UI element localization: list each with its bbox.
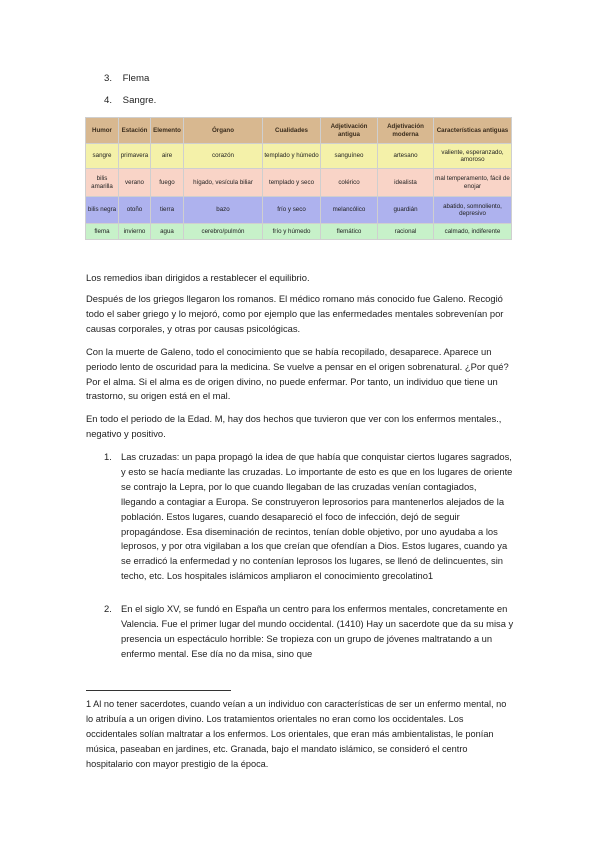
table-cell: idealista: [378, 169, 434, 197]
table-cell: bazo: [184, 197, 263, 224]
table-header-row: [86, 118, 512, 144]
paragraph: Los remedios iban dirigidos a restablecer el equilibrio.: [86, 272, 310, 283]
table-header-cell: Órgano: [184, 118, 263, 144]
table-cell: bilis negra: [86, 197, 119, 224]
list-number: 4.: [104, 95, 113, 106]
table-header-cell: Estación: [119, 118, 151, 144]
paragraph: Con la muerte de Galeno, todo el conocimiento que se había recopilado, desaparece. Aparece un periodo lento de oscuridad para la medicina. Se vuelve a pensar en el origen sobrenatural. ¿Por qué? Por el alma. Si el alma es de origen divino, no puede enfermar. Por tanto, un individuo que tiene un trastorno, su origen está en el mal.: [86, 346, 509, 402]
table-cell: primavera: [119, 144, 151, 169]
table-cell: templado y húmedo: [263, 144, 321, 169]
table-cell: cerebro/pulmón: [184, 224, 263, 240]
table-cell: calmado, indiferente: [434, 224, 512, 240]
table-cell: sangre: [86, 144, 119, 169]
table-cell: artesano: [378, 144, 434, 169]
table-cell: valiente, esperanzado, amoroso: [434, 144, 512, 169]
table-cell: hígado, vesícula biliar: [184, 169, 263, 197]
list-text: Flema: [122, 73, 150, 84]
list-text: En el siglo XV, se fundó en España un centro para los enfermos mentales, concretamente en Valencia. Fue el primer lugar del mundo occidental. (1410) Hay un sacerdote que da su misa y presencia un espectáculo horrible: Se tropieza con un grupo de jóvenes maltratando a un enfermo mental. Ese día no da misa, sino que: [121, 603, 514, 659]
list-item-sangre: [104, 95, 156, 106]
table-row: [86, 169, 512, 197]
table-cell: sanguíneo: [321, 144, 378, 169]
table-row: [86, 144, 512, 169]
table-cell: aire: [151, 144, 184, 169]
table-cell: flema: [86, 224, 119, 240]
table-cell: fuego: [151, 169, 184, 197]
table-cell: flemático: [321, 224, 378, 240]
table-header-cell: Adjetivación moderna: [378, 118, 434, 144]
table-cell: abatido, somnoliento, depresivo: [434, 197, 512, 224]
table-header-cell: Características antiguas: [434, 118, 512, 144]
table-cell: corazón: [184, 144, 263, 169]
footnote: 1 Al no tener sacerdotes, cuando veían a un individuo con características de ser un enfermo mental, no lo atribuía a un origen divino. Los tratamientos orientales no eran como los occidentales. Los occidentales solían maltratar a los enfermos. Los orientales, que eran más ambientalistas, le ponían música, paseaban en jardines, etc. Granada, bajo el mandato islámico, se consideró el centro hospitalario con mayor prestigio de la época.: [86, 699, 507, 769]
table-cell: templado y seco: [263, 169, 321, 197]
list-item-siglo-xv: [104, 602, 514, 662]
list-item-flema: [104, 73, 149, 84]
list-number: 2.: [104, 603, 112, 614]
table-cell: colérico: [321, 169, 378, 197]
table-header-cell: Elemento: [151, 118, 184, 144]
table-header-cell: Cualidades: [263, 118, 321, 144]
table-cell: verano: [119, 169, 151, 197]
table-cell: guardián: [378, 197, 434, 224]
list-text: Sangre.: [122, 95, 157, 106]
list-number: 3.: [104, 73, 113, 84]
table-cell: invierno: [119, 224, 151, 240]
table-cell: melancólico: [321, 197, 378, 224]
list-item-cruzadas: [104, 450, 514, 584]
table-cell: agua: [151, 224, 184, 240]
paragraph: En todo el periodo de la Edad. M, hay dos hechos que tuvieron que ver con los enfermos mentales., negativo y positivo.: [86, 413, 502, 439]
table-cell: otoño: [119, 197, 151, 224]
table-row: [86, 197, 512, 224]
list-number: 1.: [104, 451, 112, 462]
table-header-cell: Humor: [86, 118, 119, 144]
table-cell: frío y seco: [263, 197, 321, 224]
paragraph: Después de los griegos llegaron los romanos. El médico romano más conocido fue Galeno. Recogió todo el saber griego y lo mejoró, como por ejemplo que las enfermedades mentales sobrevenían por causas corporales, y otras por causas psicológicas.: [86, 293, 504, 334]
humors-table: [85, 117, 512, 240]
footnote-separator: [86, 690, 231, 691]
table-cell: racional: [378, 224, 434, 240]
list-text: Las cruzadas: un papa propagó la idea de que había que conquistar ciertos lugares sagrados, y esto se hacía mediante las cruzadas. Lo importante de esto es que en los lugares de oriente se contrajo la Lepra, por lo que cuando llegaban de las cruzadas venían contagiados, llegando a contagiar a Europa. Se construyeron leprosorios para mantenerlos alejados de la población. Estos lugares, cuando desapareció el foco de infección, dejó de seguir propagándose. Esa diseminación de recintos, tenían doble objetivo, por uno ayudaba a los leprosos, y por otra vigilaban a los que creían que ofendían a Dios. Estos lugares, cuando ya se erradicó la enfermedad y no contenían leprosos los lugares, se llenó de delincuentes, sin techo, etc. Los hospitales islámicos ampliaron el conocimiento grecolatino1: [121, 451, 513, 582]
table-cell: frío y húmedo: [263, 224, 321, 240]
table-row: [86, 224, 512, 240]
table-cell: tierra: [151, 197, 184, 224]
table-cell: mal temperamento, fácil de enojar: [434, 169, 512, 197]
table-cell: bilis amarilla: [86, 169, 119, 197]
table-header-cell: Adjetivación antigua: [321, 118, 378, 144]
